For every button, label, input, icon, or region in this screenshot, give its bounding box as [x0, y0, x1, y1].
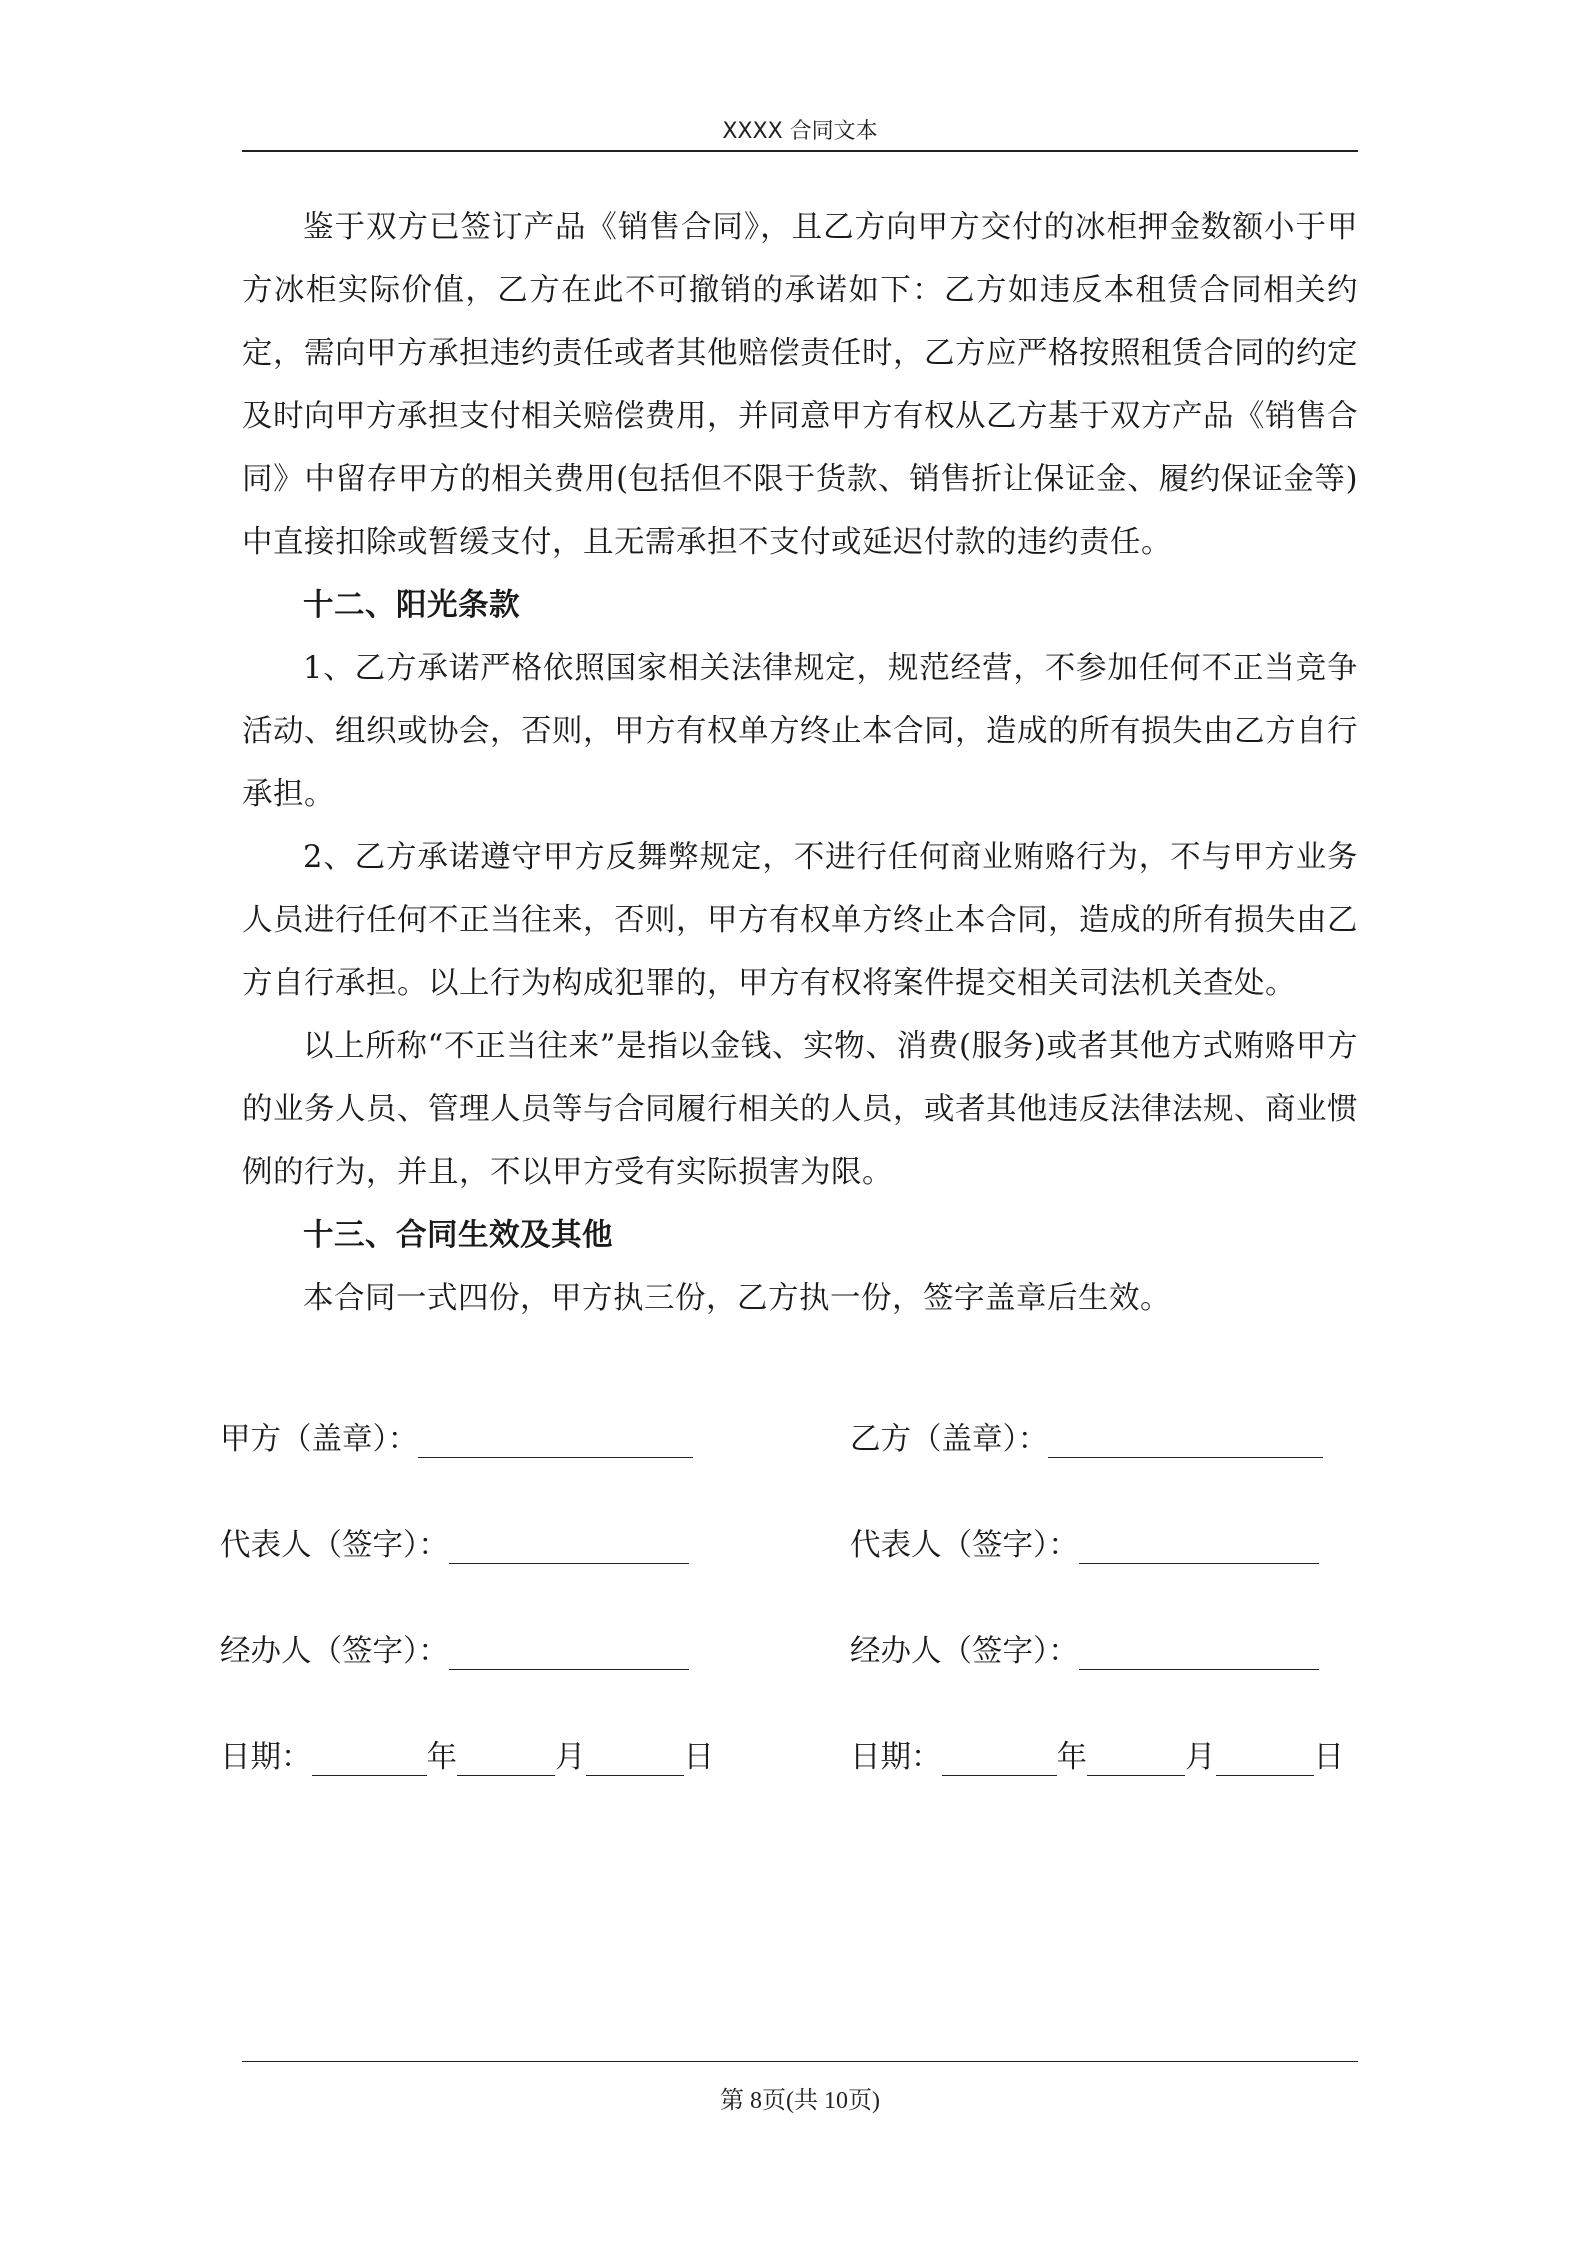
header-title: XXXX 合同文本 [722, 119, 878, 144]
party-a-agent [220, 1626, 689, 1670]
party-a-representative-label: 代表人（签字）： [220, 1528, 449, 1563]
party-a-month-blank[interactable] [457, 1741, 555, 1776]
party-b-year-label: 年 [1056, 1740, 1087, 1775]
section-13-paragraph: 本合同一式四份，甲方执三份，乙方执一份，签字盖章后生效。 [303, 1281, 1171, 1316]
party-b-seal [850, 1414, 1323, 1458]
footer-divider [242, 2061, 1358, 2062]
party-a-agent-label: 经办人（签字）： [220, 1634, 449, 1669]
party-a-seal-label: 甲方（盖章）： [220, 1422, 419, 1457]
party-b-representative-label: 代表人（签字）： [850, 1528, 1079, 1563]
party-b-month-label: 月 [1185, 1740, 1216, 1775]
party-a-month-label: 月 [555, 1740, 586, 1775]
party-a-representative [220, 1520, 689, 1564]
party-a-seal-blank[interactable] [418, 1423, 693, 1458]
party-b-representative [850, 1520, 1319, 1564]
seal-row [220, 1414, 1360, 1464]
party-a-agent-blank[interactable] [449, 1635, 689, 1670]
section-12-clause-2: 2、乙方承诺遵守甲方反舞弊规定，不进行任何商业贿赂行为，不与甲方业务人员进行任何不正当往来，否则，甲方有权单方终止本合同，造成的所有损失由乙方自行承担。以上行为构成犯罪的，甲方有权将案件提交相关司法机关查处。 [242, 840, 1358, 1001]
section-12-clause-1: 1、乙方承诺严格依照国家相关法律规定，规范经营，不参加任何不正当竞争活动、组织或协会，否则，甲方有权单方终止本合同，造成的所有损失由乙方自行承担。 [242, 651, 1358, 812]
contract-body [242, 196, 1358, 1330]
party-b-month-blank[interactable] [1087, 1741, 1185, 1776]
agent-row [220, 1626, 1360, 1676]
intro-paragraph: 鉴于双方已签订产品《销售合同》，且乙方向甲方交付的冰柜押金数额小于甲方冰柜实际价值，乙方在此不可撤销的承诺如下：乙方如违反本租赁合同相关约定，需向甲方承担违约责任或者其他赔偿责任时，乙方应严格按照租赁合同的约定及时向甲方承担支付相关赔偿费用，并同意甲方有权从乙方基于双方产品《销售合同》中留存甲方的相关费用(包括但不限于货款、销售折让保证金、履约保证金等)中直接扣除或暂缓支付，且无需承担不支付或延迟付款的违约责任。 [242, 210, 1358, 560]
party-b-agent-label: 经办人（签字）： [850, 1634, 1079, 1669]
page-number: 第 8页(共 10页) [720, 2088, 880, 2114]
party-a-year-label: 年 [426, 1740, 457, 1775]
party-b-date-label: 日期： [850, 1740, 942, 1775]
party-a-day-label: 日 [683, 1740, 714, 1775]
section-12-title: 十二、阳光条款 [303, 587, 520, 623]
party-a-year-blank[interactable] [312, 1741, 427, 1776]
party-b-date [850, 1732, 1344, 1776]
header-divider [242, 150, 1358, 152]
party-b-seal-blank[interactable] [1048, 1423, 1323, 1458]
party-a-seal [220, 1414, 693, 1458]
party-a-representative-blank[interactable] [449, 1529, 689, 1564]
party-a-date-label: 日期： [220, 1740, 312, 1775]
party-a-date [220, 1732, 714, 1776]
party-b-year-blank[interactable] [942, 1741, 1057, 1776]
party-b-representative-blank[interactable] [1079, 1529, 1319, 1564]
party-b-agent [850, 1626, 1319, 1670]
party-b-day-blank[interactable] [1216, 1741, 1314, 1776]
date-row [220, 1732, 1360, 1782]
representative-row [220, 1520, 1360, 1570]
section-12-definition: 以上所称“不正当往来”是指以金钱、实物、消费(服务)或者其他方式贿赂甲方的业务人员、管理人员等与合同履行相关的人员，或者其他违反法律法规、商业惯例的行为，并且，不以甲方受有实际损害为限。 [242, 1029, 1358, 1190]
section-13-title: 十三、合同生效及其他 [303, 1217, 613, 1253]
party-b-agent-blank[interactable] [1079, 1635, 1319, 1670]
party-a-day-blank[interactable] [586, 1741, 684, 1776]
party-b-seal-label: 乙方（盖章）： [850, 1422, 1049, 1457]
party-b-day-label: 日 [1313, 1740, 1344, 1775]
